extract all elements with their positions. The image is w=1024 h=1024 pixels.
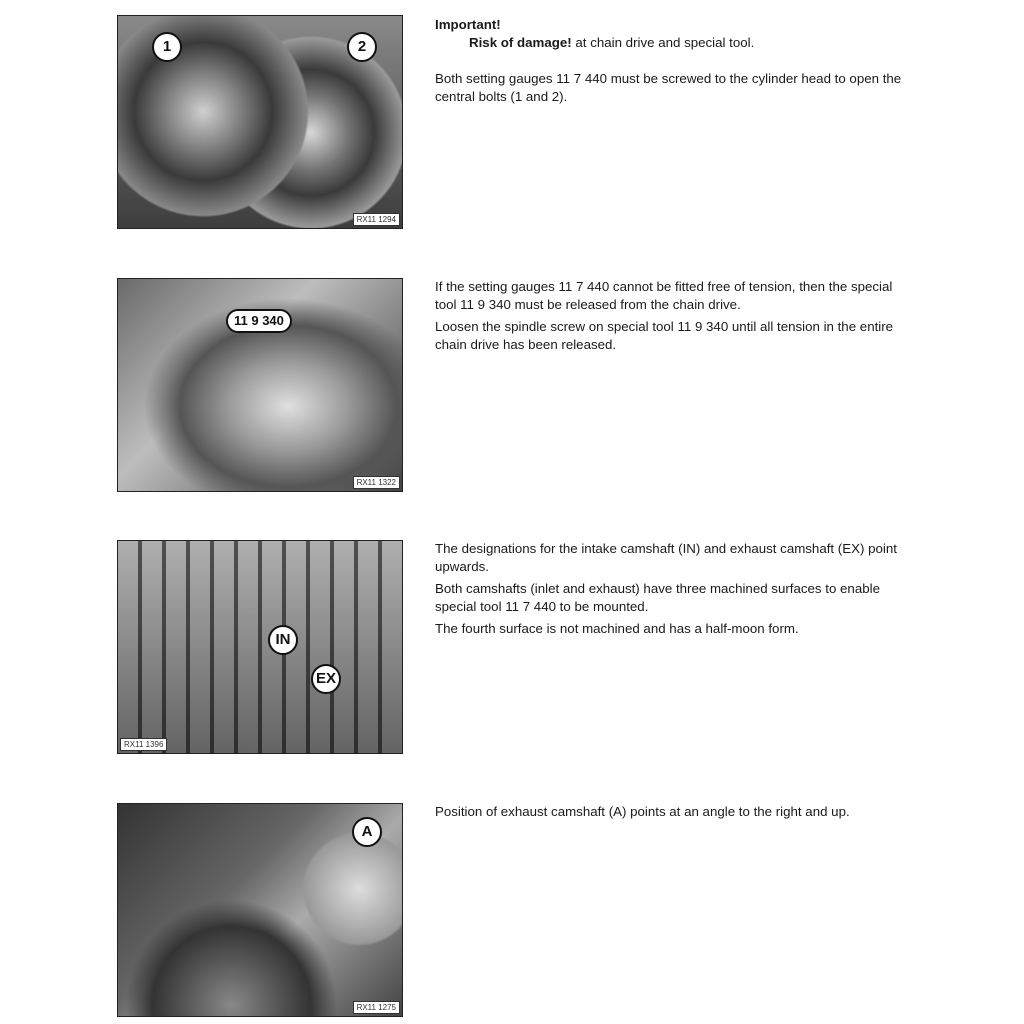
- paragraph: If the setting gauges 11 7 440 cannot be fitted free of tension, then the special tool 11 9 340 must be released from the chain drive.: [435, 279, 893, 312]
- paragraph: Position of exhaust camshaft (A) points at an angle to the right and up.: [435, 804, 850, 819]
- callout-tool: 11 9 340: [226, 309, 292, 333]
- paragraph: Both camshafts (inlet and exhaust) have three machined surfaces to enable special tool 11 7 440 to be mounted.: [435, 581, 880, 614]
- callout-in: IN: [268, 625, 298, 655]
- figure-label: RX11 1294: [353, 213, 400, 226]
- figure-central-bolts: [117, 15, 403, 229]
- figure-exhaust-camshaft: [117, 803, 403, 1017]
- figure-camshafts: [117, 540, 403, 754]
- figure-label: RX11 1396: [120, 738, 167, 751]
- figure-special-tool: [117, 278, 403, 492]
- paragraph: Both setting gauges 11 7 440 must be screwed to the cylinder head to open the central bolts (1 and 2).: [435, 71, 902, 104]
- warning-line: [435, 34, 915, 52]
- paragraph: The fourth surface is not machined and has a half-moon form.: [435, 621, 799, 636]
- heading-important: Important!: [435, 17, 501, 32]
- warning-text: at chain drive and special tool.: [571, 35, 755, 50]
- figure-label: RX11 1322: [353, 476, 400, 489]
- callout-a: A: [352, 817, 382, 847]
- paragraph: The designations for the intake camshaft (IN) and exhaust camshaft (EX) point upwards.: [435, 541, 897, 574]
- callout-2: 2: [347, 32, 377, 62]
- callout-ex: EX: [311, 664, 341, 694]
- warning-bold: Risk of damage!: [469, 35, 572, 50]
- section-4-text: [435, 803, 915, 825]
- section-3-text: [435, 540, 915, 642]
- callout-1: 1: [152, 32, 182, 62]
- figure-label: RX11 1275: [353, 1001, 400, 1014]
- section-2-text: [435, 278, 915, 358]
- paragraph: Loosen the spindle screw on special tool 11 9 340 until all tension in the entire chain drive has been released.: [435, 319, 894, 352]
- section-1-text: [435, 16, 915, 110]
